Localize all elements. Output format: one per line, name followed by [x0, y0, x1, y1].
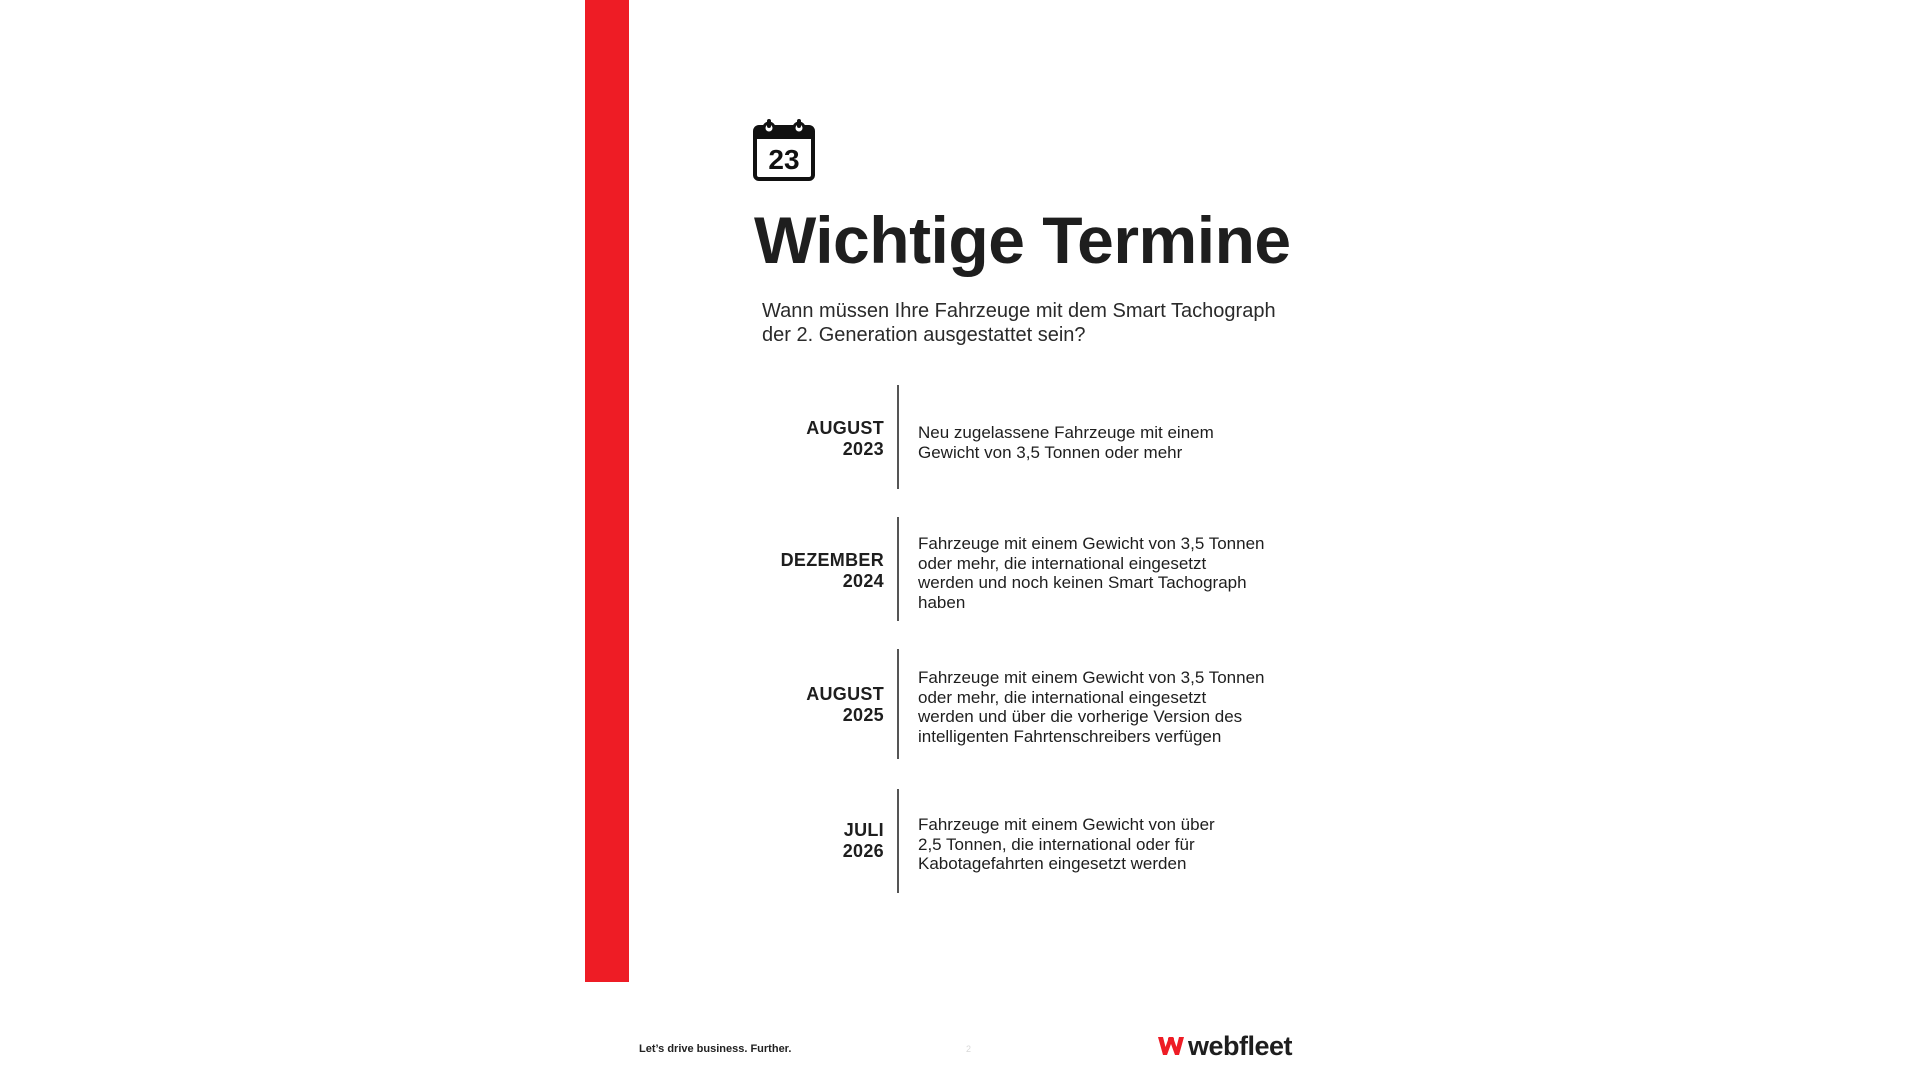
brand-name: webfleet — [1188, 1031, 1293, 1061]
footer-slogan: Let’s drive business. Further. — [639, 1043, 792, 1055]
description-line: Neu zugelassene Fahrzeuge mit einem — [918, 423, 1214, 442]
description-line: Fahrzeuge mit einem Gewicht von 3,5 Tonnen — [918, 534, 1265, 553]
description-line: Fahrzeuge mit einem Gewicht von über — [918, 815, 1215, 834]
description-line: 2,5 Tonnen, die international oder für — [918, 834, 1195, 854]
page-title: Wichtige Termine — [754, 203, 1291, 277]
timeline-row-dezember-2024 — [740, 517, 1340, 621]
timeline-date — [740, 820, 884, 862]
description-line: werden und über die vorherige Version des — [918, 707, 1243, 726]
description-line: haben — [918, 592, 966, 612]
timeline-year: 2025 — [842, 705, 884, 725]
calendar-day: 23 — [768, 144, 800, 175]
timeline-description — [918, 815, 1318, 874]
timeline-divider — [897, 385, 899, 489]
timeline-row-august-2023 — [740, 385, 1340, 489]
page-number: 2 — [966, 1044, 972, 1054]
timeline-year: 2026 — [842, 841, 884, 861]
description-line: oder mehr, die international eingesetzt — [918, 687, 1207, 707]
timeline-date — [740, 550, 884, 592]
timeline-divider — [897, 517, 899, 621]
intro-text — [762, 299, 1342, 347]
timeline-date — [740, 684, 884, 726]
timeline-description — [918, 534, 1318, 612]
description-line: werden und noch keinen Smart Tachograph — [918, 573, 1247, 592]
calendar-icon — [752, 118, 816, 182]
timeline-year: 2023 — [842, 439, 884, 459]
timeline-divider — [897, 789, 899, 893]
intro-line: der 2. Generation ausgestattet sein? — [762, 324, 1086, 346]
description-line: oder mehr, die international eingesetzt — [918, 553, 1207, 573]
webfleet-logo-icon — [1157, 1035, 1185, 1057]
intro-line: Wann müssen Ihre Fahrzeuge mit dem Smart Tachograph — [762, 300, 1276, 322]
timeline-month: JULI — [843, 820, 884, 840]
description-line: Kabotagefahrten eingesetzt werden — [918, 854, 1187, 873]
timeline-row-juli-2026 — [740, 789, 1340, 893]
timeline-row-august-2025 — [740, 649, 1340, 759]
description-line: Gewicht von 3,5 Tonnen oder mehr — [918, 442, 1183, 462]
red-accent-bar — [585, 0, 629, 982]
timeline-description — [918, 423, 1318, 462]
description-line: intelligenten Fahrtenschreibers verfügen — [918, 726, 1222, 746]
description-line: Fahrzeuge mit einem Gewicht von 3,5 Tonnen — [918, 668, 1265, 687]
timeline-description — [918, 668, 1318, 746]
timeline-date — [740, 418, 884, 460]
timeline-month: AUGUST — [806, 418, 884, 438]
timeline-month: DEZEMBER — [780, 550, 884, 570]
webfleet-logo — [1157, 1031, 1292, 1061]
timeline-month: AUGUST — [806, 684, 884, 704]
timeline-year: 2024 — [842, 571, 884, 591]
timeline-divider — [897, 649, 899, 759]
